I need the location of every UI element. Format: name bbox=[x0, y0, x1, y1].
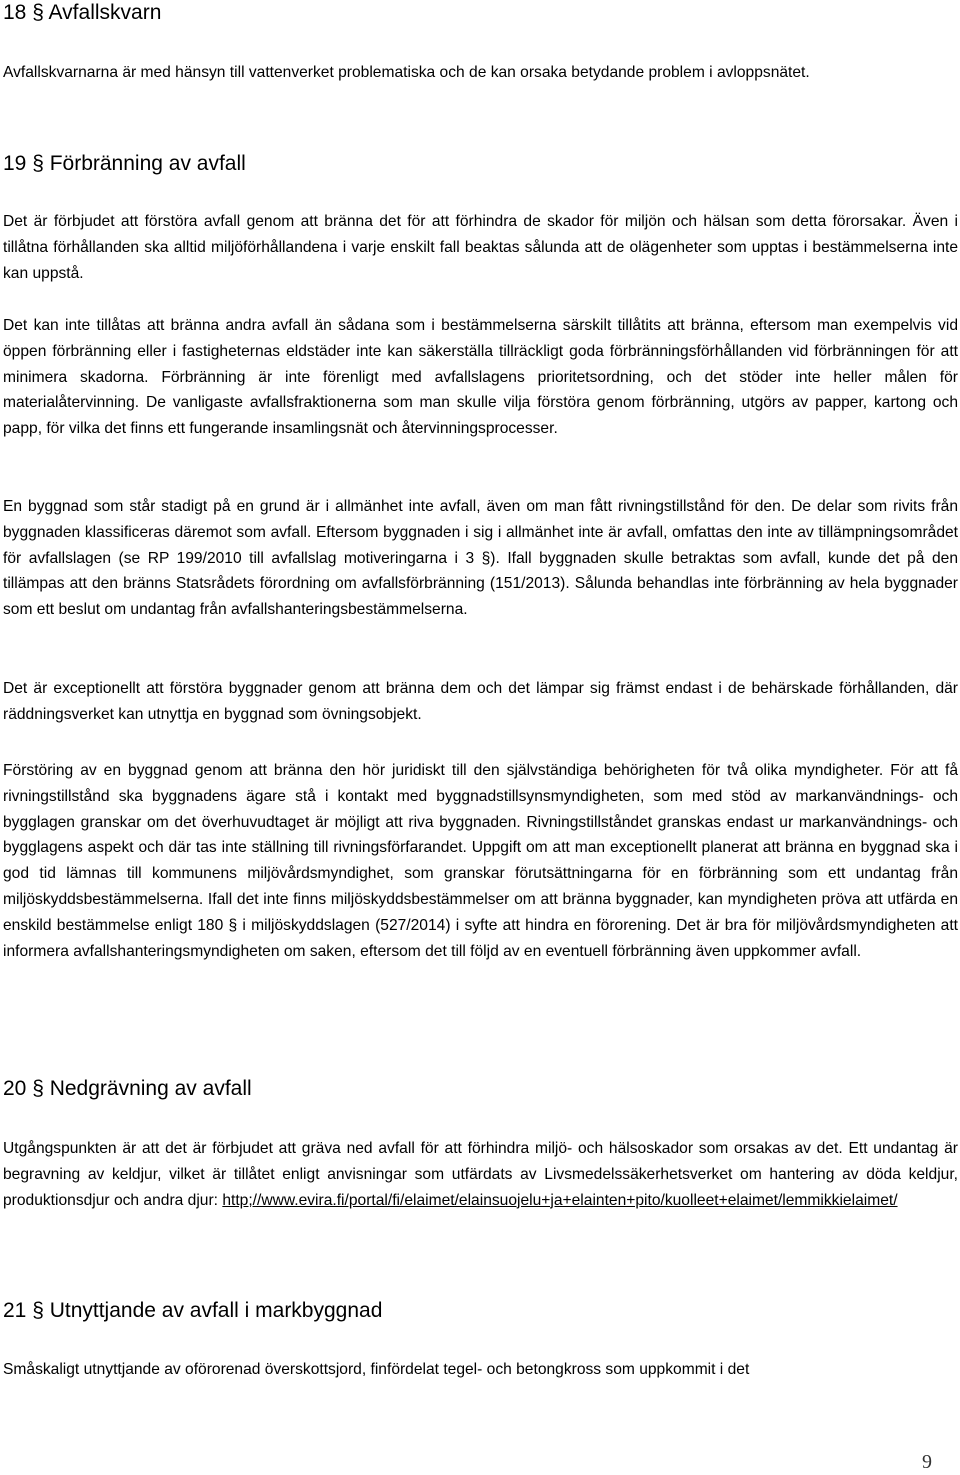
section-19-paragraph-4: Det är exceptionellt att förstöra byggnader genom att bränna dem och det lämpar sig främst endast i de behärskade förhållanden, där räddningsverket kan utnyttja en byggnad som övningsobjekt. bbox=[3, 680, 958, 723]
section-21-paragraph: Småskaligt utnyttjande av oförorenad överskottsjord, finfördelat tegel- och betongkross som uppkommit i det bbox=[3, 1361, 750, 1378]
section-19-paragraph-5: Förstöring av en byggnad genom att bränna den hör juridiskt till den självständiga behörigheten för två olika myndigheter. För att få rivningstillstånd ska byggnadens ägare stå i kontakt med byggnadstillsynsmyndigheten, som med stöd av markanvändnings- och bygglagen granskar om det överhuvudtaget är möjligt att riva byggnaden. Rivningstillståndet granskas endast ur markanvändnings- och bygglagens aspekt och där tas inte ställning till rivningsförfarandet. Uppgift om att man exceptionellt planerat att bränna en byggnad ska i god tid lämnas till kommunens miljövårdsmyndighet, som granskar förutsättningarna för en förbränning som ett undantag från miljöskyddsbestämmelserna. Ifall det inte finns miljöskyddsbestämmelser om att bränna byggnader, kan myndigheten pröva att utfärda en enskild bestämmelse enligt 180 § i miljöskyddslagen (527/2014) i syfte att hindra en förorening. Det är bra för miljövårdsmyndigheten att informera avfallshanteringsmyndigheten om saken, eftersom det till följd av en eventuell förbränning även uppkommer avfall. bbox=[3, 762, 958, 960]
section-21-heading: 21 § Utnyttjande av avfall i markbyggnad bbox=[3, 1299, 383, 1322]
section-19-paragraph-2: Det kan inte tillåtas att bränna andra avfall än sådana som i bestämmelserna särskilt tillåtits att bränna, eftersom man exempelvis vid öppen förbränning eller i fastigheternas eldstäder inte kan säkerställa tillräckligt goda förbränningsförhållanden vid förbränningen för att minimera skadorna. Förbränning är inte förenligt med avfallslagens prioritetsordning, och det stöder inte heller målen för materialåtervinning. De vanligaste avfallsfraktionerna som man skulle vilja förstöra genom förbränning, utgörs av papper, kartong och papp, för vilka det finns ett fungerande insamlingsnät och återvinningsprocesser. bbox=[3, 317, 958, 438]
section-19-paragraph-3: En byggnad som står stadigt på en grund är i allmänhet inte avfall, även om man fått rivningstillstånd för den. De delar som rivits från byggnaden klassificeras däremot som avfall. Eftersom byggnaden i sig i allmänhet inte är avfall, omfattas den inte av tillämpningsområdet för avfallslagen (se RP 199/2010 till avfallslag motiveringarna i 3 §). Ifall byggnaden skulle betraktas som avfall, kunde det på den tillämpas att den bränns Statsrådets förordning om avfallsförbränning (151/2013). Sålunda behandlas inte förbränning av hela byggnader som ett beslut om undantag från avfallshanteringsbestämmelserna. bbox=[3, 498, 958, 619]
page-number: 9 bbox=[922, 1451, 932, 1473]
evira-link[interactable]: http;//www.evira.fi/portal/fi/elaimet/elainsuojelu+ja+elainten+pito/kuolleet+elaimet/lemmikkielaimet/ bbox=[222, 1191, 898, 1209]
section-18-paragraph: Avfallskvarnarna är med hänsyn till vattenverket problematiska och de kan orsaka betydande problem i avloppsnätet. bbox=[3, 64, 810, 81]
section-19-heading: 19 § Förbränning av avfall bbox=[3, 152, 246, 175]
section-20-heading: 20 § Nedgrävning av avfall bbox=[3, 1077, 252, 1100]
section-20-paragraph bbox=[3, 1136, 958, 1213]
section-19-paragraph-1: Det är förbjudet att förstöra avfall genom att bränna det för att förhindra de skador för miljön och hälsan som detta förorsakar. Även i tillåtna förhållanden ska alltid miljöförhållandena i varje enskilt fall beaktas sålunda att de olägenheter som upptas i bestämmelserna inte kan uppstå. bbox=[3, 213, 958, 282]
section-18-heading: 18 § Avfallskvarn bbox=[3, 1, 162, 24]
section-20-text: Utgångspunkten är att det är förbjudet att gräva ned avfall för att förhindra miljö- och hälsoskador som orsakas av det. Ett undantag är begravning av keldjur, vilket är tillåtet enligt anvisningar som utfärdats av Livsmedelssäkerhetsverket om hantering av döda keldjur, produktionsdjur och andra djur: bbox=[3, 1140, 958, 1209]
